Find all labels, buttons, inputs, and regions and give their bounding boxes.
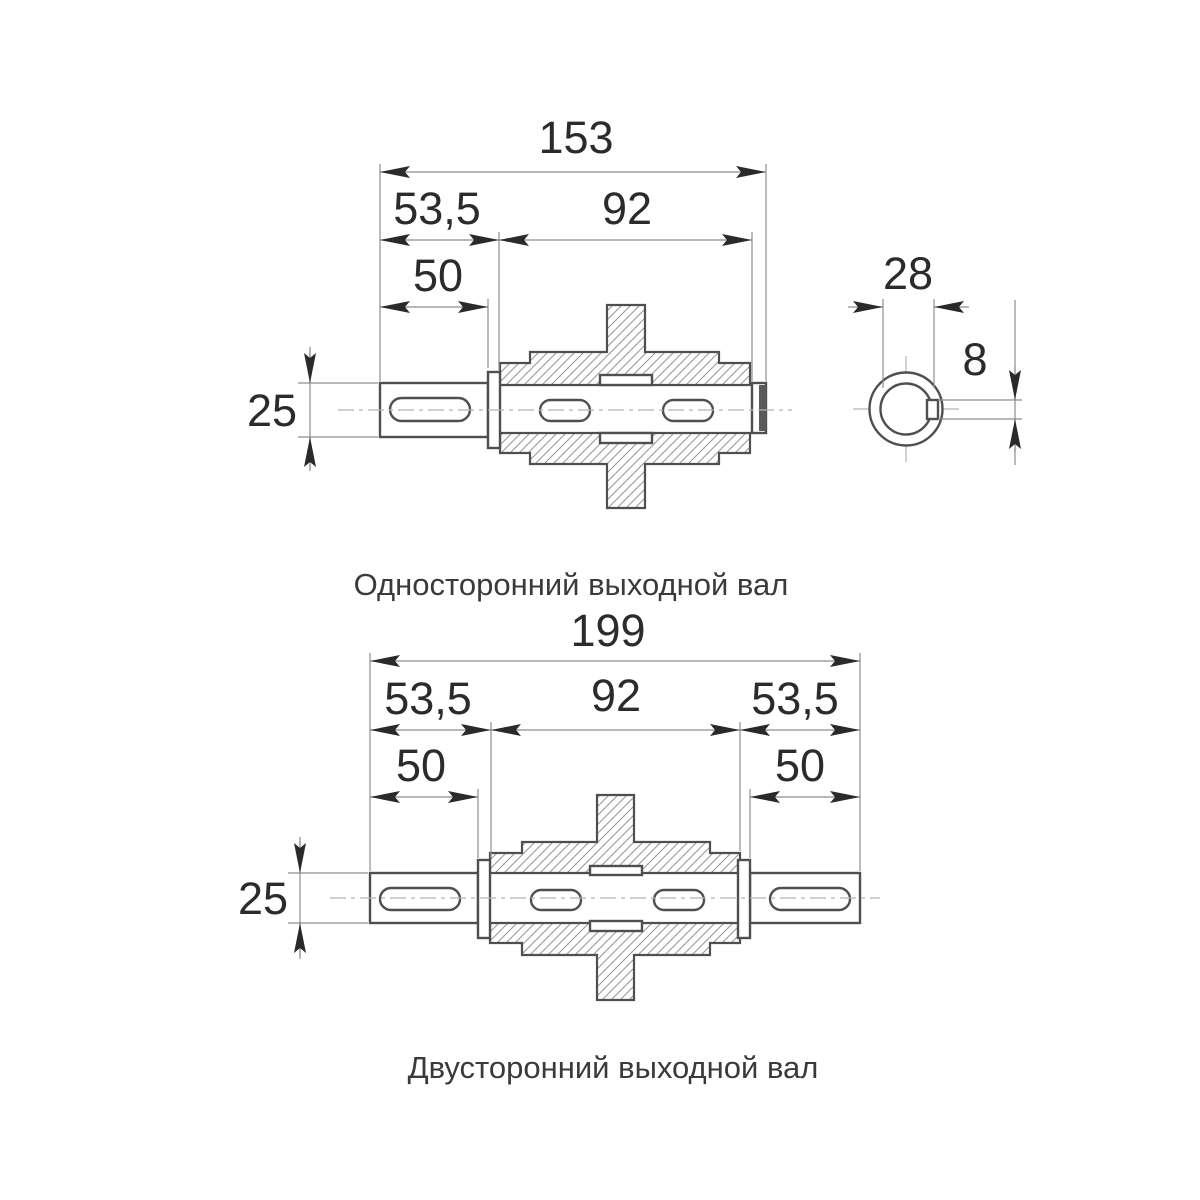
key-seat-top <box>590 866 642 875</box>
bottom-view-geometry <box>330 795 880 1000</box>
dim-hub-diameter-label: 28 <box>882 248 934 299</box>
dim-shaft-length-label: 50 <box>412 250 464 301</box>
sleeve-keyway-right <box>654 890 704 910</box>
dim-left-offset-label: 53,5 <box>393 183 481 234</box>
shaft-collar-left <box>478 860 490 938</box>
dim-housing-length-label: 92 <box>590 670 642 721</box>
dim-overall-length-label: 153 <box>538 112 614 163</box>
shaft-keyway-right <box>770 888 850 910</box>
top-view-geometry <box>338 305 792 508</box>
dim-left-shaft-length-label: 50 <box>395 740 447 791</box>
dim-right-offset-label: 53,5 <box>751 673 839 724</box>
key-seat-bottom <box>590 921 642 931</box>
dim-shaft-diameter-label: 25 <box>246 385 298 436</box>
shaft-collar-right <box>738 860 750 938</box>
top-view <box>247 112 792 602</box>
end-cap-ring <box>759 385 766 431</box>
end-view <box>848 248 1022 465</box>
bore-circle <box>881 384 932 435</box>
dim-shaft-diameter-label: 25 <box>237 873 289 924</box>
sleeve-keyway-left <box>531 890 581 910</box>
dim-left-offset-label: 53,5 <box>384 673 472 724</box>
dim-overall-length-label: 199 <box>570 605 646 656</box>
top-view-caption: Односторонний выходной вал <box>353 567 789 602</box>
housing-lower-half <box>500 433 750 508</box>
end-view-geometry <box>853 356 962 464</box>
housing-upper-half <box>500 305 750 385</box>
housing-lower-half <box>490 923 740 1000</box>
bottom-view-caption: Двусторонний выходной вал <box>407 1050 819 1085</box>
dim-housing-length-label: 92 <box>601 183 653 234</box>
dim-right-shaft-length-label: 50 <box>774 740 826 791</box>
bore-keyway-slot <box>927 400 938 419</box>
dim-key-width-label: 8 <box>962 334 988 385</box>
housing-upper-half <box>490 795 740 873</box>
bottom-view <box>238 605 880 1085</box>
key-seat-top <box>600 375 652 385</box>
shaft-keyway-left <box>380 888 460 910</box>
key-seat-bottom <box>600 433 652 443</box>
